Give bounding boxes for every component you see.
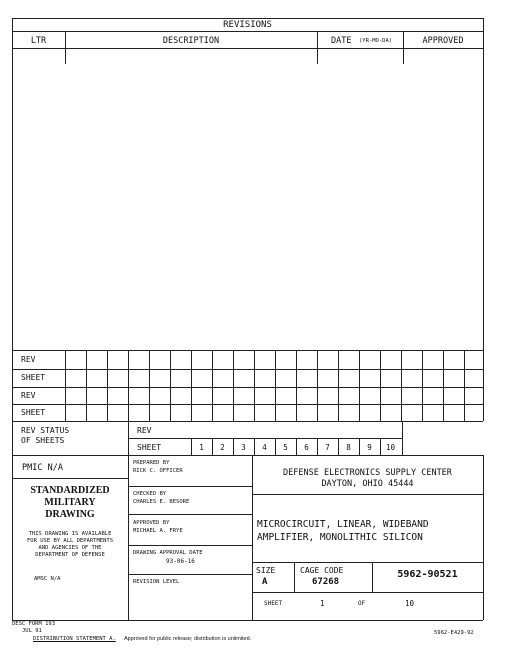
- pmic-rule: [12, 478, 128, 479]
- drawing-title-line-1: MICROCIRCUIT, LINEAR, WIDEBAND: [257, 519, 429, 530]
- grid-rule-2: [12, 369, 483, 370]
- availability-line-2: FOR USE BY ALL DEPARTMENTS: [26, 538, 114, 544]
- grid-col: [296, 350, 297, 421]
- grid-col: [464, 350, 465, 421]
- date-header: DATE: [331, 36, 352, 46]
- revisions-left-border: [12, 18, 13, 350]
- drawing-title-line-2: AMPLIFIER, MONOLITHIC SILICON: [257, 532, 423, 543]
- sheet-number: 4: [262, 443, 267, 452]
- rev-status-label-line1: REV STATUS: [21, 426, 70, 435]
- revisions-col-divider-ltr: [65, 31, 66, 64]
- grid-col: [443, 350, 444, 421]
- approval-date-label: DRAWING APPROVAL DATE: [133, 550, 203, 556]
- grid-rule-1: [12, 350, 483, 351]
- id-rule: [252, 592, 483, 593]
- agency-line-2: DAYTON, OHIO 45444: [321, 479, 414, 489]
- sheet-number: 8: [346, 443, 351, 452]
- cage-code-label: CAGE CODE: [300, 566, 344, 575]
- grid-col: [128, 350, 129, 421]
- sig-rule-3: [128, 545, 252, 546]
- grid-left-border: [12, 350, 13, 421]
- revisions-header-rule: [12, 48, 483, 49]
- rev-status-sheet-label: SHEET: [137, 443, 162, 452]
- grid-col: [338, 350, 339, 421]
- grid-rule-3: [12, 387, 483, 388]
- prepared-by-name: RICK C. OFFICER: [133, 468, 183, 474]
- sheet-label: SHEET: [264, 600, 283, 607]
- sheet-number: 10: [385, 443, 396, 452]
- of-value: 10: [405, 599, 415, 608]
- grid-col: [401, 350, 402, 421]
- sig-rule-1: [128, 486, 252, 487]
- title-block-top: [12, 455, 483, 456]
- grid-col: [191, 350, 192, 421]
- rev-row-label: REV: [21, 391, 36, 400]
- rev-row-label: REV: [21, 355, 36, 364]
- checked-by-name: CHARLES E. BESORE: [133, 499, 190, 505]
- size-value: A: [262, 577, 268, 587]
- rev-status-rev-label: REV: [137, 426, 152, 435]
- grid-col: [233, 350, 234, 421]
- revisions-col-divider-desc: [317, 31, 318, 64]
- grid-col: [422, 350, 423, 421]
- distribution-label: DISTRIBUTION STATEMENT A.: [33, 636, 116, 642]
- sheet-row-label: SHEET: [21, 373, 46, 382]
- revisions-right-border: [483, 18, 484, 350]
- grid-col: [212, 350, 213, 421]
- title-block-bottom: [12, 620, 483, 621]
- grid-col: [170, 350, 171, 421]
- date-format-note: (YR-MO-DA): [359, 38, 393, 44]
- approved-by-label: APPROVED BY: [133, 520, 170, 526]
- grid-right-border: [483, 350, 484, 421]
- revisions-title: REVISIONS: [223, 20, 272, 30]
- availability-line-4: DEPARTMENT OF DEFENSE: [35, 552, 105, 558]
- rev-status-left-border: [12, 421, 13, 455]
- sheet-number: 7: [325, 443, 330, 452]
- revisions-title-rule: [12, 31, 483, 32]
- sheet-number: 2: [220, 443, 225, 452]
- title-rule: [252, 562, 483, 563]
- form-number: DESC FORM 193: [12, 621, 56, 627]
- standardized-heading-3: DRAWING: [45, 509, 95, 520]
- left-col-divider: [128, 455, 129, 620]
- rev-status-right-border: [402, 421, 403, 455]
- revisions-col-divider-date: [403, 31, 404, 64]
- revisions-top-border: [12, 18, 483, 19]
- of-label: OF: [358, 600, 366, 607]
- checked-by-label: CHECKED BY: [133, 491, 167, 497]
- sheet-number: 5: [283, 443, 288, 452]
- sheet-number: 3: [241, 443, 246, 452]
- grid-col: [317, 350, 318, 421]
- grid-col: [275, 350, 276, 421]
- agency-rule: [252, 494, 483, 495]
- description-header: DESCRIPTION: [162, 36, 220, 46]
- revision-level-label: REVISION LEVEL: [133, 579, 180, 585]
- grid-rule-5: [12, 421, 483, 422]
- approved-by-name: MICHAEL A. FRYE: [133, 528, 183, 534]
- pmic-text: PMIC N/A: [22, 463, 63, 473]
- form-date: JUL 91: [22, 628, 42, 634]
- availability-line-3: AND AGENCIES OF THE: [38, 545, 102, 551]
- amsc-text: AMSC N/A: [34, 576, 61, 582]
- rev-status-label-line2: OF SHEETS: [21, 436, 65, 445]
- sig-rule-4: [128, 574, 252, 575]
- sheet-row-label: SHEET: [21, 408, 46, 417]
- size-label: SIZE: [256, 566, 276, 575]
- distribution-text: Approved for public release; distribution is unlimited.: [124, 636, 252, 642]
- approved-header: APPROVED: [422, 36, 464, 46]
- standardized-heading-1: STANDARDIZED: [30, 485, 110, 496]
- ltr-header: LTR: [30, 36, 47, 46]
- control-number: 5962-E429-92: [434, 630, 474, 636]
- rev-status-mid-rule: [128, 438, 402, 439]
- sheet-number: 1: [199, 443, 204, 452]
- sheet-value: 1: [320, 599, 325, 608]
- grid-col: [149, 350, 150, 421]
- grid-col: [86, 350, 87, 421]
- grid-col: [380, 350, 381, 421]
- title-block-left: [12, 455, 13, 620]
- drawing-number: 5962-90521: [397, 569, 458, 580]
- agency-line-1: DEFENSE ELECTRONICS SUPPLY CENTER: [283, 468, 452, 478]
- grid-col: [359, 350, 360, 421]
- grid-label-divider: [65, 350, 66, 421]
- sheet-number: 9: [367, 443, 372, 452]
- sig-rule-2: [128, 514, 252, 515]
- title-block-right: [483, 455, 484, 620]
- prepared-by-label: PREPARED BY: [133, 460, 170, 466]
- size-divider: [294, 562, 295, 592]
- availability-line-1: THIS DRAWING IS AVAILABLE: [28, 531, 112, 537]
- grid-col: [254, 350, 255, 421]
- approval-date-value: 93-06-16: [166, 558, 195, 565]
- cage-code-value: 67268: [312, 577, 340, 587]
- grid-col: [107, 350, 108, 421]
- grid-rule-4: [12, 404, 483, 405]
- rev-status-divider: [128, 421, 129, 455]
- standardized-heading-2: MILITARY: [44, 497, 96, 508]
- sheet-number: 6: [304, 443, 309, 452]
